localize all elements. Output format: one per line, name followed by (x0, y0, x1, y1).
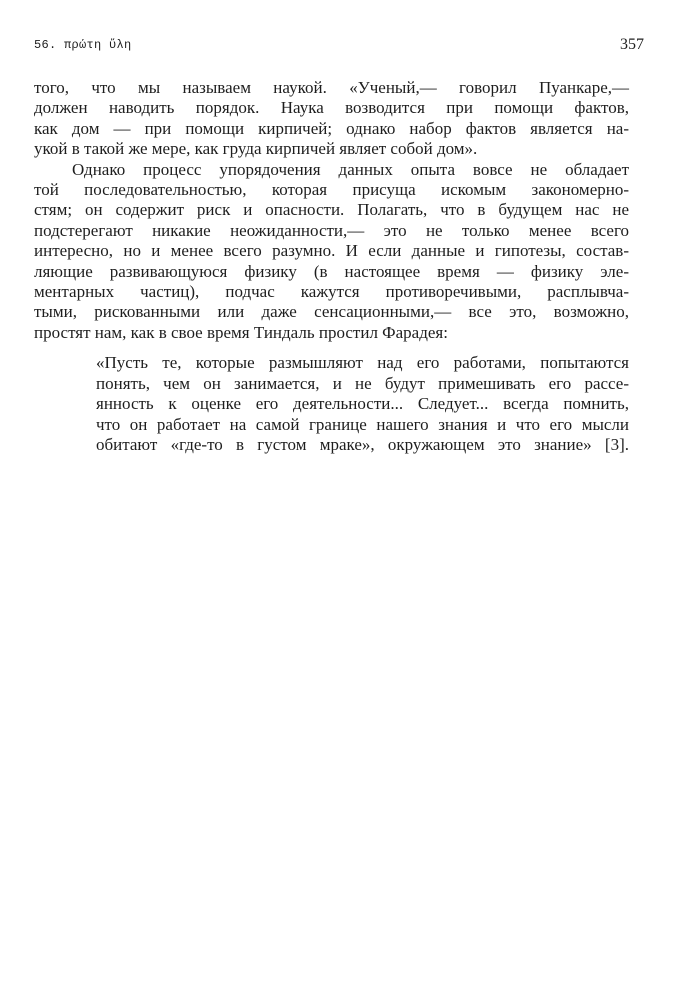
text-line: простят нам, как в свое время Тиндаль простил Фарадея: (34, 322, 448, 342)
text-line: укой в такой же мере, как груда кирпичей являет собой дом». (34, 139, 478, 159)
quote-line: что он работает на самой границе нашего знания и что его мысли (96, 414, 629, 434)
text-line: того, что мы называем наукой. «Ученый,— говорил Пуанкаре,— (34, 78, 629, 97)
text-line: должен наводить порядок. Наука возводится при помощи фактов, (34, 98, 629, 118)
text-line: подстерегают никакие неожиданности,— это не только менее всего (34, 220, 629, 240)
body-text (34, 78, 629, 455)
paragraph-gap (34, 343, 629, 353)
text-line: тыми, рискованными или даже сенсационными,— все это, возможно, (34, 302, 629, 322)
text-line: Однако процесс упорядочения данных опыта вовсе не обладает (72, 159, 629, 179)
text-line: той последовательностью, которая присуща искомым закономерно- (34, 180, 629, 200)
quote-line: обитают «где-то в густом мраке», окружающем это знание» [3]. (96, 434, 629, 454)
quote-line: понять, чем он занимается, и не будут примешивать его рассе- (96, 373, 629, 393)
text-line: ментарных частиц), подчас кажутся противоречивыми, расплывча- (34, 282, 629, 302)
quote-line: «Пусть те, которые размышляют над его работами, попытаются (96, 353, 629, 373)
text-line: интересно, но и менее всего разумно. И если данные и гипотезы, состав- (34, 241, 629, 261)
text-line: стям; он содержит риск и опасности. Полагать, что в будущем нас не (34, 200, 629, 220)
running-title: 56. πρώτη ὕλη (34, 38, 132, 52)
page-number: 357 (620, 36, 644, 53)
text-line: ляющие развивающуюся физику (в настоящее время — физику эле- (34, 261, 629, 281)
page-header (34, 36, 644, 60)
text-line: как дом — при помощи кирпичей; однако набор фактов является на- (34, 118, 629, 138)
block-quote (96, 353, 629, 455)
quote-line: янность к оценке его деятельности... Следует... всегда помнить, (96, 394, 629, 414)
